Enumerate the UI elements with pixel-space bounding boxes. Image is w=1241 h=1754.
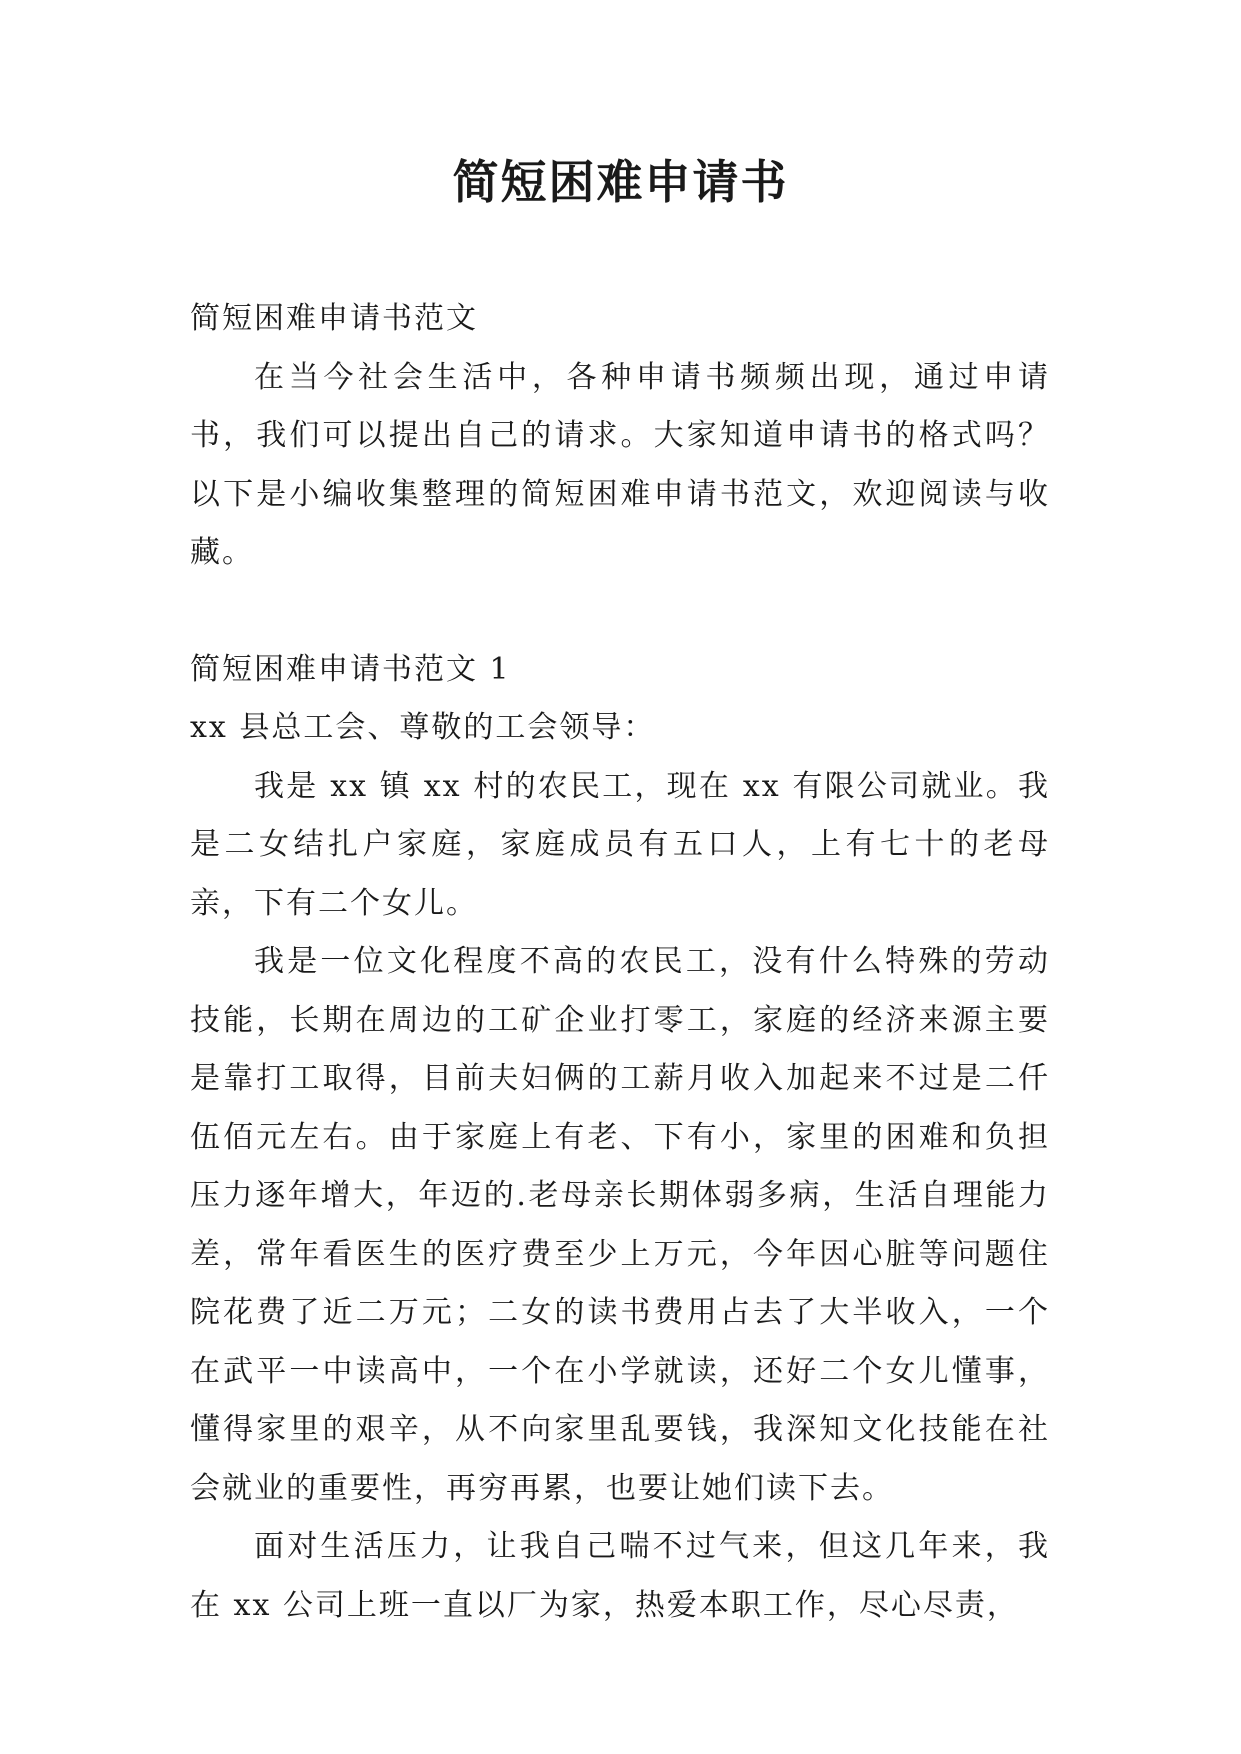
document-title: 简短困难申请书 [452,155,789,209]
subtitle: 简短困难申请书范文 [190,301,478,336]
body-paragraph: 面对生活压力，让我自己喘不过气来，但这几年来，我在 xx 公司上班一直以厂为家，热爱本职工作，尽心尽责， [190,1529,1050,1623]
document-body [190,290,1050,1635]
salutation: xx 县总工会、尊敬的工会领导： [190,710,656,745]
body-paragraph: 我是一位文化程度不高的农民工，没有什么特殊的劳动技能，长期在周边的工矿企业打零工，家庭的经济来源主要是靠打工取得，目前夫妇俩的工薪月收入加起来不过是二仟伍佰元左右。由于家庭上有老、下有小，家里的困难和负担压力逐年增大，年迈的.老母亲长期体弱多病，生活自理能力差，常年看医生的医疗费至少上万元，今年因心脏等问题住院花费了近二万元；二女的读书费用占去了大半收入，一个在武平一中读高中，一个在小学就读，还好二个女儿懂事，懂得家里的艰辛，从不向家里乱要钱，我深知文化技能在社会就业的重要性，再穷再累，也要让她们读下去。 [190,944,1050,1506]
body-paragraph: 我是 xx 镇 xx 村的农民工，现在 xx 有限公司就业。我是二女结扎户家庭，家庭成员有五口人，上有七十的老母亲，下有二个女儿。 [190,768,1050,921]
section-heading: 简短困难申请书范文 1 [190,651,511,687]
section-spacer [190,583,1050,641]
intro-paragraph: 在当今社会生活中，各种申请书频频出现，通过申请书，我们可以提出自己的请求。大家知道申请书的格式吗？以下是小编收集整理的简短困难申请书范文，欢迎阅读与收藏。 [190,359,1050,570]
